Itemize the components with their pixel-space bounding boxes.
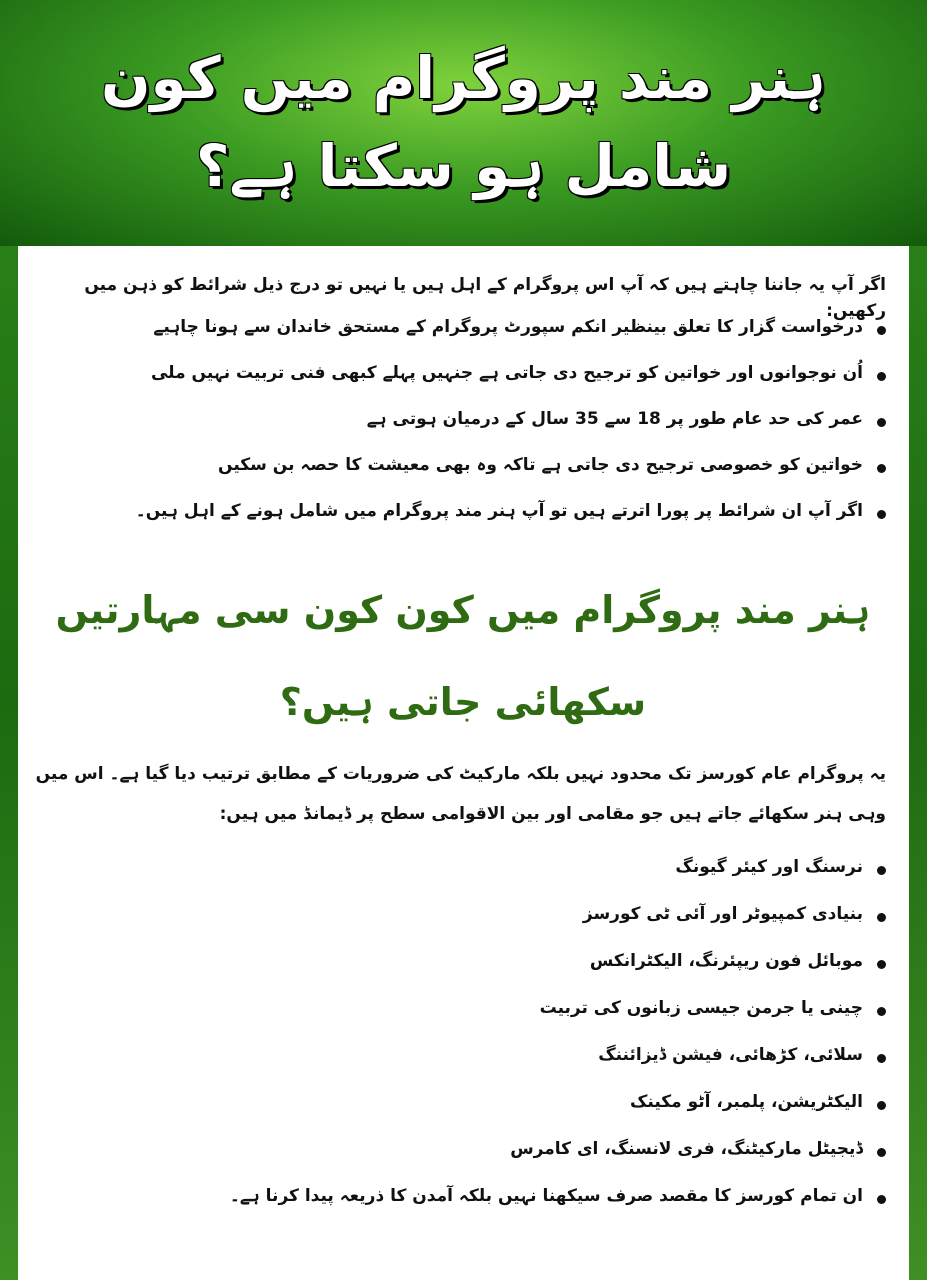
bullet-icon — [877, 1101, 886, 1110]
bullet-icon — [877, 960, 886, 969]
bullet-icon — [877, 372, 886, 381]
list-item-text: اگر آپ ان شرائط پر پورا اترتے ہیں تو آپ ہنر مند پروگرام میں شامل ہونے کے اہل ہیں۔ — [135, 501, 863, 521]
bullet-icon — [877, 913, 886, 922]
list-item — [34, 948, 886, 995]
list-item — [34, 498, 886, 544]
list-item-text: خواتین کو خصوصی ترجیح دی جاتی ہے تاکہ وہ بھی معیشت کا حصہ بن سکیں — [218, 455, 863, 475]
list-item-text: اُن نوجوانوں اور خواتین کو ترجیح دی جاتی ہے جنہیں پہلے کبھی فنی تربیت نہیں ملی — [150, 363, 863, 383]
bullet-icon — [877, 1148, 886, 1157]
list-item-text: نرسنگ اور کیئر گیونگ — [675, 857, 863, 877]
intro-text: اگر آپ یہ جاننا چاہتے ہیں کہ آپ اس پروگرام کے اہل ہیں یا نہیں تو درج ذیل شرائط کو ذہن میں رکھیں: — [84, 275, 886, 321]
bullet-icon — [877, 464, 886, 473]
list-item — [34, 406, 886, 452]
list-item-text: ان تمام کورسز کا مقصد صرف سیکھنا نہیں بلکہ آمدن کا ذریعہ پیدا کرنا ہے۔ — [229, 1186, 863, 1206]
list-item-text: ڈیجیٹل مارکیٹنگ، فری لانسنگ، ای کامرس — [510, 1139, 863, 1159]
list-item-text: بنیادی کمپیوٹر اور آئی ٹی کورسز — [582, 904, 863, 924]
list-item-text: درخواست گزار کا تعلق بینظیر انکم سپورٹ پروگرام کے مستحق خاندان سے ہونا چاہیے — [153, 317, 863, 337]
list-item — [34, 995, 886, 1042]
eligibility-list — [34, 314, 886, 544]
list-item — [34, 314, 886, 360]
list-item-text: موبائل فون ریپئرنگ، الیکٹرانکس — [589, 951, 863, 971]
list-item-text: الیکٹریشن، پلمبر، آٹو مکینک — [629, 1092, 863, 1112]
bullet-icon — [877, 866, 886, 875]
page-title: ہنر مند پروگرام میں کون شامل ہو سکتا ہے؟ — [100, 44, 827, 200]
content-panel — [18, 246, 909, 1280]
list-item-text: چینی یا جرمن جیسی زبانوں کی تربیت — [539, 998, 863, 1018]
bullet-icon — [877, 1054, 886, 1063]
list-item — [34, 854, 886, 901]
bullet-icon — [877, 510, 886, 519]
list-item — [34, 452, 886, 498]
skills-intro-text: یہ پروگرام عام کورسز تک محدود نہیں بلکہ مارکیٹ کی ضروریات کے مطابق ترتیب دیا گیا ہے۔ اس میں وہی ہنر سکھائے جاتے ہیں جو مقامی اور بین الاقوامی سطح پر ڈیمانڈ میں ہیں: — [35, 764, 886, 824]
bullet-icon — [877, 1007, 886, 1016]
bullet-icon — [877, 418, 886, 427]
list-item — [34, 1042, 886, 1089]
list-item-text: سلائی، کڑھائی، فیشن ڈیزائننگ — [598, 1045, 863, 1065]
list-item — [34, 1183, 886, 1230]
list-item — [34, 901, 886, 948]
bullet-icon — [877, 326, 886, 335]
section-title-skills: ہنر مند پروگرام میں کون کون سی مہارتیں سکھائی جاتی ہیں؟ — [55, 588, 871, 724]
header-banner — [0, 0, 927, 246]
list-item — [34, 1089, 886, 1136]
skills-list — [34, 854, 886, 1230]
bullet-icon — [877, 1195, 886, 1204]
list-item — [34, 360, 886, 406]
list-item-text: عمر کی حد عام طور پر 18 سے 35 سال کے درمیان ہوتی ہے — [366, 409, 863, 429]
list-item — [34, 1136, 886, 1183]
